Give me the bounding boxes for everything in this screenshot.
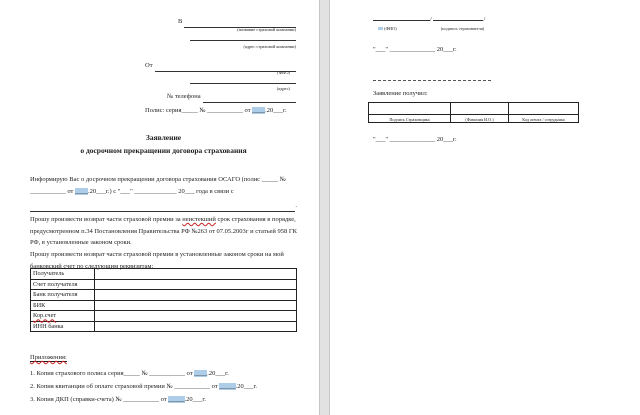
bank-row-label: Получатель (31, 269, 95, 280)
receipt-signature-blank (369, 103, 451, 115)
bank-details-table (30, 268, 297, 332)
bank-details-paragraph: Прошу произвести возврат части страховой премии в установленные законом сроки на мой банковский счет по следующим реквизитам: (30, 251, 284, 270)
insurer-address-caption: (адрес страховой компании) (243, 44, 296, 49)
attachments-heading (30, 352, 67, 364)
refund-paragraph-post: срок страхования в порядке, предусмотренном п.34 Постановления Правительства РФ №263 от 07.05.2003г и статьей 958 ГК РФ, в установленные законом сроки. (30, 216, 297, 246)
bank-row-value-blank (95, 311, 297, 322)
intro-paragraph-pre: Информирую Вас о досрочном прекращении договора страхования ОСАГО (полис _____ № ___________ от (30, 176, 286, 195)
insurer-prefix: В (178, 18, 183, 25)
attachment-item-pre: 2. Копия квитанции об оплате страховой премии № ___________ от (30, 383, 220, 390)
attachment-item-post: .20___г. (207, 370, 229, 377)
policy-date-blank-highlight: ____ (252, 107, 266, 114)
signature-name-caption-text: (ФИО) (384, 26, 397, 31)
signature-sign-caption: (подпись страхователя) (440, 26, 485, 31)
receipt-caption-surname: (Фамилия И.О.) (451, 115, 509, 123)
received-label: Заявление получил: (373, 90, 428, 97)
page-1 (0, 0, 319, 415)
page-gap-divider (319, 0, 330, 415)
attachment-item (30, 381, 310, 393)
receipt-surname-blank (451, 103, 509, 115)
policy-line-pre: Полис: серия_____ № ___________ от (145, 107, 253, 114)
insurer-address-blank (190, 40, 296, 41)
date-line: "___" ______________ 20___г. (373, 46, 457, 53)
doc-title-line1: Заявление (145, 133, 182, 142)
intro-date-blank-highlight: ____ (75, 187, 89, 195)
reason-blank (30, 205, 295, 212)
date-line: "___" ______________ 20___г. (373, 136, 457, 143)
bank-row-label: Банк получателя (31, 290, 95, 301)
bank-row-value-blank (95, 279, 297, 290)
misspelled-word: неистекший (182, 216, 216, 223)
table-row (31, 279, 297, 290)
phone-blank (203, 96, 296, 103)
refund-paragraph-pre: Прошу произвести возврат части страховой премии за (30, 216, 183, 223)
table-row (31, 269, 297, 280)
bank-row-label (31, 311, 95, 322)
page-2 (330, 0, 640, 415)
table-row (31, 311, 297, 322)
bank-row-label: Счет получателя (31, 279, 95, 290)
phone-label: № телефона (167, 93, 201, 100)
receipt-agent-code-blank (509, 103, 579, 115)
dashed-separator (373, 80, 491, 81)
applicant-address-caption: (адрес) (276, 86, 290, 91)
attachment-date-blank-highlight: _____ (219, 383, 236, 390)
phone-line (167, 91, 296, 103)
slash: / (483, 16, 486, 23)
slash: / (430, 16, 432, 23)
applicant-address-blank (190, 83, 296, 84)
table-row (31, 290, 297, 301)
applicant-prefix: От (145, 62, 153, 69)
table-row (31, 300, 297, 311)
signature-name-caption (378, 26, 397, 31)
reason-blank-line (30, 200, 297, 212)
receipt-table (368, 102, 579, 123)
attachment-item-post: .20___г. (184, 396, 206, 403)
attachment-item (30, 394, 310, 406)
signature-line (373, 14, 485, 26)
bank-row-value-blank (95, 300, 297, 311)
receipt-caption-agent-code: Код агента / сотрудника (509, 115, 579, 123)
bank-row-value-blank (95, 269, 297, 280)
signature-name-blank (373, 14, 430, 21)
insurer-name-line (178, 16, 296, 28)
policy-line-post: .20___г. (265, 107, 287, 114)
misspelled-word: Кор.счет (33, 312, 57, 320)
refund-paragraph (30, 214, 297, 249)
bank-row-value-blank (95, 290, 297, 301)
signature-sign-blank (433, 14, 486, 23)
attachment-date-blank-highlight: _____ (168, 396, 185, 403)
attachment-item-post: .20___г. (235, 383, 258, 390)
policy-line (145, 105, 305, 117)
table-row (369, 103, 579, 115)
table-row (369, 115, 579, 123)
table-row (31, 321, 297, 332)
bank-row-label: БИК (31, 300, 95, 311)
attachment-date-blank-highlight: ____ (194, 370, 208, 377)
intro-paragraph (30, 174, 297, 197)
doc-title-line2: о досрочном прекращении договора страхования (80, 146, 247, 155)
receipt-caption-signature: Подпись Страховщика (369, 115, 451, 123)
attachments-heading-text: Приложения: (30, 354, 67, 361)
reason-period: . (295, 202, 297, 209)
grammar-highlight (378, 27, 383, 30)
intro-paragraph-post: .20___г.) с "___" _____________ 20___ года в связи с (88, 187, 234, 195)
attachment-item-pre: 3. Копия ДКП (справки-счета) № ___________ от (30, 396, 169, 403)
bank-row-value-blank (95, 321, 297, 332)
attachment-item (30, 368, 310, 380)
bank-row-label: ИНН банка (31, 321, 95, 332)
applicant-name-caption: (ФИО) (277, 70, 290, 75)
attachment-item-pre: 1. Копия страхового полиса серия_____ № ___________ от (30, 370, 195, 377)
insurer-name-caption: (название страховой компании) (237, 27, 296, 32)
